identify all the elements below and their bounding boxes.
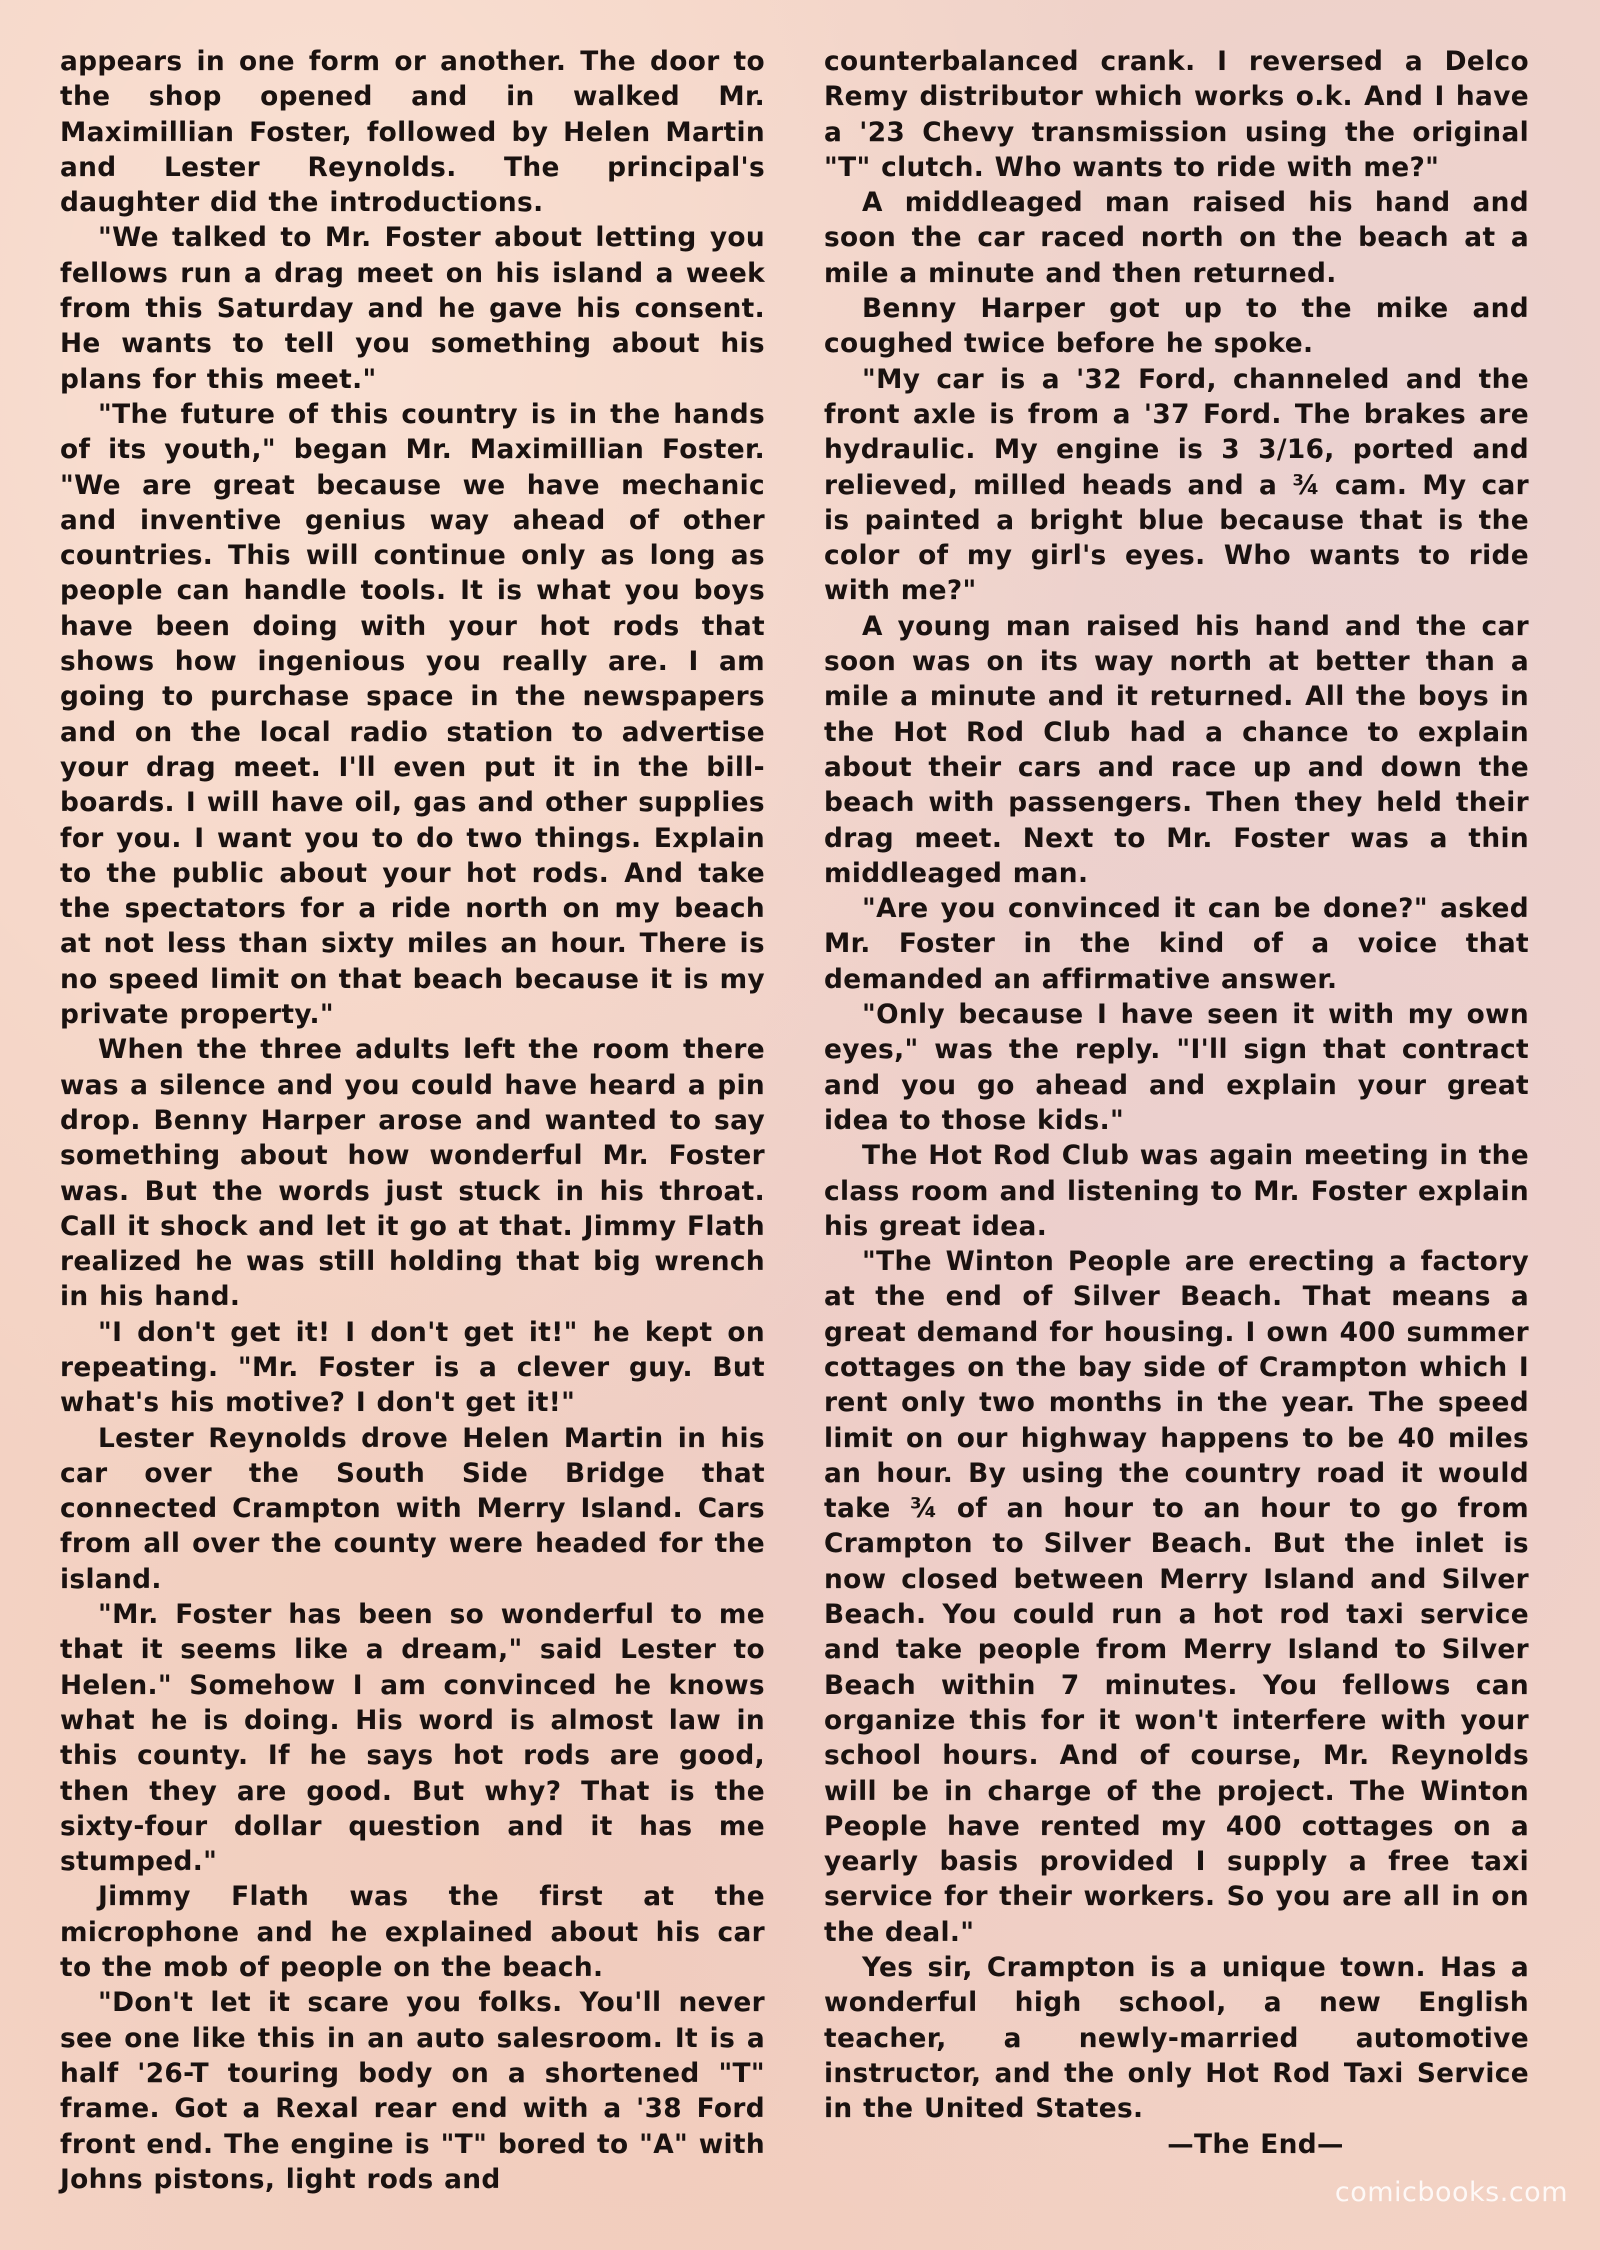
paragraph: A young man raised his hand and the car soon was on its way north at better than a mile a minute and it returned. All the boys in the Hot Rod Club had a chance to explain about their cars and race up and down the beach with passengers. Then they held their drag meet. Next to Mr. Foster was a thin middleaged man. — [824, 610, 1529, 889]
paragraph: "Only because I have seen it with my own eyes," was the reply. "I'll sign that contract and you go ahead and explain your great idea to those kids." — [824, 999, 1529, 1136]
paragraph: Jimmy Flath was the first at the microphone and he explained about his car to the mob of people on the beach. — [60, 1881, 765, 1984]
paragraph: The Hot Rod Club was again meeting in the class room and listening to Mr. Foster explain his great idea. — [824, 1140, 1529, 1242]
paragraph: "Are you convinced it can be done?" asked Mr. Foster in the kind of a voice that demanded an affirmative answer. — [824, 893, 1529, 995]
paragraph: "We talked to Mr. Foster about letting you fellows run a drag meet on his island a week from this Saturday and he gave his consent. He wants to tell you something about his plans for this meet." — [60, 222, 765, 395]
paragraph: Benny Harper got up to the mike and coughed twice before he spoke. — [824, 293, 1529, 360]
right-column — [824, 44, 1529, 2162]
paragraph: "The future of this country is in the hands of its youth," began Mr. Maximillian Foster. "We are great because we have mechanic and inventive genius way ahead of other countries. This will continue only as long as people can handle tools. It is what you boys have been doing with your hot rods that shows how ingenious you really are. I am going to purchase space in the newspapers and on the local radio station to advertise your drag meet. I'll even put it in the bill-boards. I will have oil, gas and other supplies for you. I want you to do two things. Explain to the public about your hot rods. And take the spectators for a ride north on my beach at not less than sixty miles an hour. There is no speed limit on that beach because it is my private property." — [60, 398, 765, 1031]
watermark: comicbooks.com — [1334, 2177, 1568, 2208]
paragraph: A middleaged man raised his hand and soon the car raced north on the beach at a mile a minute and then returned. — [824, 187, 1529, 289]
paragraph: "The Winton People are erecting a factory at the end of Silver Beach. That means a great demand for housing. I own 400 summer cottages on the bay side of Crampton which I rent only two months in the year. The speed limit on our highway happens to be 40 miles an hour. By using the country road it would take ¾ of an hour to an hour to go from Crampton to Silver Beach. But the inlet is now closed between Merry Island and Silver Beach. You could run a hot rod taxi service and take people from Merry Island to Silver Beach within 7 minutes. You fellows can organize this for it won't interfere with your school hours. And of course, Mr. Reynolds will be in charge of the project. The Winton People have rented my 400 cottages on a yearly basis provided I supply a free taxi service for their workers. So you are all in on the deal." — [824, 1246, 1529, 1948]
left-column — [60, 44, 765, 2197]
paragraph: Lester Reynolds drove Helen Martin in his car over the South Side Bridge that connected Crampton with Merry Island. Cars from all over the county were headed for the island. — [60, 1422, 765, 1595]
paragraph: "Don't let it scare you folks. You'll never see one like this in an auto salesroom. It is a half '26-T touring body on a shortened "T" frame. Got a Rexal rear end with a '38 Ford front end. The engine is "T" bored to "A" with Johns pistons, light rods and — [60, 1987, 765, 2195]
the-end-mark: —The End— — [1167, 2128, 1344, 2160]
paragraph: appears in one form or another. The door to the shop opened and in walked Mr. Maximillian Foster, followed by Helen Martin and Lester Reynolds. The principal's daughter did the introductions. — [60, 46, 765, 219]
paragraph: counterbalanced crank. I reversed a Delco Remy distributor which works o.k. And I have a '23 Chevy transmission using the original "T" clutch. Who wants to ride with me?" — [824, 46, 1529, 183]
story-page — [60, 44, 1529, 2195]
paragraph: Yes sir, Crampton is a unique town. Has a wonderful high school, a new English teacher, a newly-married automotive instructor, and the only Hot Rod Taxi Service in the United States. — [824, 1952, 1529, 2125]
paragraph: "Mr. Foster has been so wonderful to me that it seems like a dream," said Lester to Helen." Somehow I am convinced he knows what he is doing. His word is almost law in this county. If he says hot rods are good, then they are good. But why? That is the sixty-four dollar question and it has me stumped." — [60, 1599, 765, 1878]
paragraph: "I don't get it! I don't get it!" he kept on repeating. "Mr. Foster is a clever guy. But what's his motive? I don't get it!" — [60, 1316, 765, 1419]
paragraph: "My car is a '32 Ford, channeled and the front axle is from a '37 Ford. The brakes are hydraulic. My engine is 3 3/16, ported and relieved, milled heads and a ¾ cam. My car is painted a bright blue because that is the color of my girl's eyes. Who wants to ride with me?" — [824, 363, 1529, 607]
paragraph: When the three adults left the room there was a silence and you could have heard a pin drop. Benny Harper arose and wanted to say something about how wonderful Mr. Foster was. But the words just stuck in his throat. Call it shock and let it go at that. Jimmy Flath realized he was still holding that big wrench in his hand. — [60, 1034, 765, 1313]
